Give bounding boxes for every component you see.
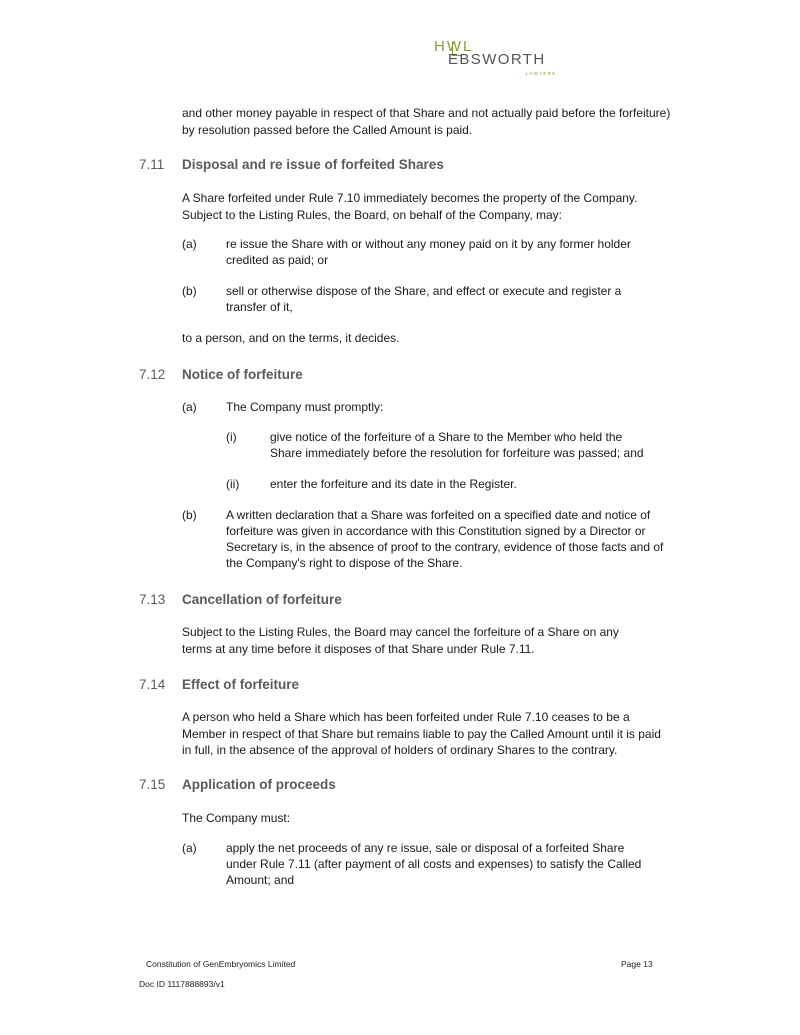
section-7-14-paragraph: A person who held a Share which has been forfeited under Rule 7.10 ceases to be a Member in respect of that Share but remains liable to pay the Called Amount until it is paid in full, in the absence of the approval of holders of ordinary Shares to the contrary. bbox=[182, 710, 661, 757]
section-number: 7.15 bbox=[139, 777, 166, 792]
item-text: enter the forfeiture and its date in the Register. bbox=[270, 477, 517, 491]
section-number: 7.13 bbox=[139, 592, 166, 607]
logo-ebsworth: EBSWORTH bbox=[448, 51, 546, 68]
item-label: (b) bbox=[182, 284, 197, 298]
item-label: (a) bbox=[182, 400, 197, 414]
footer-page-number: Page 13 bbox=[621, 959, 653, 969]
section-number: 7.12 bbox=[139, 367, 166, 382]
section-title: Notice of forfeiture bbox=[182, 367, 303, 382]
section-7-15-paragraph: The Company must: bbox=[182, 811, 291, 825]
item-text: A written declaration that a Share was forfeited on a specified date and notice of forfeiture was given in accordance with this Constitution signed by a Director or Secretary is, in the absence of proof to the contrary, evidence of those facts and of the Company's right to dispose of the Share. bbox=[226, 508, 664, 570]
item-text: give notice of the forfeiture of a Share to the Member who held the Share immediately before the resolution for forfeiture was passed; and bbox=[270, 430, 644, 460]
section-7-11-closing: to a person, and on the terms, it decides. bbox=[182, 331, 400, 345]
section-title: Application of proceeds bbox=[182, 777, 336, 792]
item-label: (ii) bbox=[226, 477, 240, 491]
logo-hwl: HWL bbox=[434, 38, 474, 55]
section-7-11-paragraph: A Share forfeited under Rule 7.10 immediately becomes the property of the Company. Subject to the Listing Rules, the Board, on behalf of the Company, may: bbox=[182, 191, 638, 222]
item-text: The Company must promptly: bbox=[226, 400, 384, 414]
section-number: 7.14 bbox=[139, 677, 166, 692]
item-label: (a) bbox=[182, 841, 197, 855]
item-text: sell or otherwise dispose of the Share, and effect or execute and register a transfer of it, bbox=[226, 284, 622, 314]
section-number: 7.11 bbox=[139, 157, 165, 172]
logo-lawyers: LAWYERS bbox=[526, 71, 557, 76]
item-label: (i) bbox=[226, 430, 237, 444]
section-title: Cancellation of forfeiture bbox=[182, 592, 342, 607]
item-text: re issue the Share with or without any money paid on it by any former holder credited as paid; or bbox=[226, 237, 631, 267]
item-text: apply the net proceeds of any re issue, sale or disposal of a forfeited Share under Rule 7.11 (after payment of all costs and expenses) to satisfy the Called Amount; and bbox=[226, 841, 642, 887]
item-label: (b) bbox=[182, 508, 197, 522]
intro-paragraph: and other money payable in respect of that Share and not actually paid before the forfeiture) by resolution passed before the Called Amount is paid. bbox=[182, 106, 671, 137]
firm-logo bbox=[434, 38, 564, 82]
section-title: Disposal and re issue of forfeited Shares bbox=[182, 157, 444, 172]
footer-doc-id: Doc ID 1117888893/v1 bbox=[139, 979, 225, 989]
section-title: Effect of forfeiture bbox=[182, 677, 300, 692]
section-7-13-paragraph: Subject to the Listing Rules, the Board may cancel the forfeiture of a Share on any terms at any time before it disposes of that Share under Rule 7.11. bbox=[182, 625, 619, 656]
item-label: (a) bbox=[182, 237, 197, 251]
footer-doc-title: Constitution of GenEmbryomics Limited bbox=[146, 959, 296, 969]
